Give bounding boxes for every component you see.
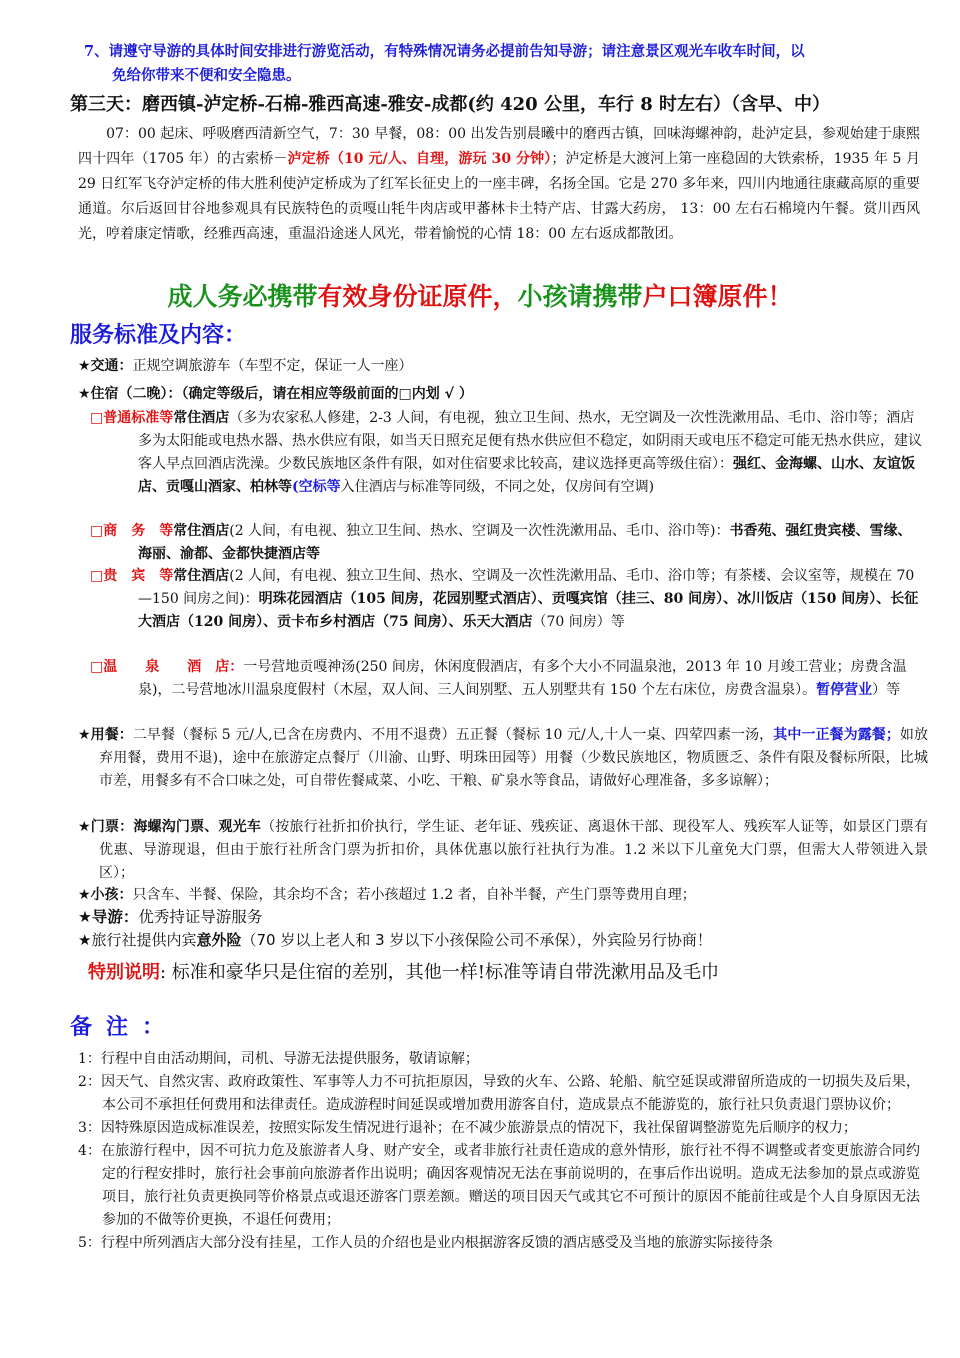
special-note-label: 特别说明 xyxy=(88,962,160,983)
banner-part-3: 小孩请携带 xyxy=(517,282,643,311)
child-key: ★小孩： xyxy=(78,887,133,903)
notice-line-1: 7、请遵守导游的具体时间安排进行游览活动，有特殊情况请务必提前告知导游；请注意景区观光车收车时间，以 xyxy=(84,43,805,60)
hotel-business-checkbox[interactable]: □商 务 等 xyxy=(90,523,174,539)
service-traffic xyxy=(78,355,928,378)
insurance-part-b: （70 岁以上老人和 3 岁以下小孩保险公司不承保），外宾险另行协商！ xyxy=(241,931,712,949)
hotel-standard-suffix: 常住酒店 xyxy=(173,410,230,426)
hotel-standard-ac-desc: 入住酒店与标准等同级，不同之处，仅房间有空调) xyxy=(340,479,655,495)
hotel-standard xyxy=(90,407,922,499)
remark-item-2: 2：因天气、自然灾害、政府政策性、军事等人力不可抗拒原因，导致的火车、公路、轮船、航空延误或滞留所造成的一切损失及后果，本公司不承担任何费用和法律责任。造成游程时间延误或增加费用游客自付，造成景点不能游览的，旅行社只负责退门票协议价； xyxy=(78,1074,920,1113)
meal-outdoor-note: 其中一正餐为露餐； xyxy=(773,727,900,743)
banner-part-1: 成人务必携带 xyxy=(167,282,318,311)
hotel-business xyxy=(90,520,922,566)
meal-desc-b: 如放弃用餐，费用不退)，途中在旅游定点餐厅（川渝、山野、明珠田园等）用餐（少数民族地区，物质匮乏、条件有限及餐标所限，比城市差，用餐多有不合口味之处，可自带佐餐咸菜、小吃、干粮、矿泉水等食品，请做好心理准备，多多谅解）； xyxy=(99,727,929,789)
hotel-business-suffix: 常住酒店 xyxy=(173,523,230,539)
hotel-standard-ac-note: (空标等 xyxy=(292,479,341,495)
day3-title: 第三天：磨西镇-泸定桥-石棉-雅西高速-雅安-成都(约 420 公里，车行 8 时左右）（含早、中） xyxy=(70,94,831,115)
ticket-items: 海螺沟门票、观光车 xyxy=(133,819,262,835)
ticket-key: ★门票： xyxy=(78,819,134,835)
insurance-key: 意外险 xyxy=(196,931,242,949)
day3-body xyxy=(78,122,920,247)
hotel-vip-checkbox[interactable]: □贵 宾 等 xyxy=(90,568,174,584)
traffic-value: 正规空调旅游车（车型不定，保证一人一座） xyxy=(132,358,413,374)
guide-value: 优秀持证导游服务 xyxy=(138,908,263,926)
meal-key: ★用餐： xyxy=(78,727,133,743)
hotel-hotspring-desc: 一号营地贡嘎神汤(250 间房，休闲度假酒店，有多个大小不同温泉池，2013 年 10 月竣工营业；房费含温泉)，二号营地冰川温泉度假村（木屋，双人间、三人间别墅、五人别墅共有 150 个左右床位，房费含温泉）。 xyxy=(138,659,907,698)
hotel-standard-desc: （多为农家私人修建，2-3 人间，有电视，独立卫生间、热水，无空调及一次性洗漱用品、毛巾、浴巾等；酒店多为太阳能或电热水器、热水供应有限，如当天日照充足便有热水供应但不稳定，如阴雨天或电压不稳定可能无热水供应，建议客人早点回酒店洗澡。少数民族地区条件有限，如对住宿要求比较高，建议选择更高等级住宿）： xyxy=(138,410,922,472)
hotel-standard-list: 强红、金海螺、山水、友谊饭店、贡嘎山酒家、柏林等 xyxy=(138,456,915,495)
traffic-key: ★交通： xyxy=(78,358,133,374)
hotel-business-desc: (2 人间，有电视、独立卫生间、热水、空调及一次性洗漱用品、毛巾、浴巾等)： xyxy=(229,523,730,539)
ticket-desc: （按旅行社折扣价执行，学生证、老年证、残疾证、离退休干部、现役军人、残疾军人证等，如景区门票有优惠、导游现退，但由于旅行社所含门票为折扣价，具体优惠以旅行社执行为准。1.2 米以下儿童免大门票，但需大人带领进入景区）； xyxy=(99,819,928,881)
hotel-hotspring-suspended: 暂停营业 xyxy=(816,682,873,698)
hotel-hotspring-tail: ）等 xyxy=(872,682,901,698)
meal-desc-a: 二早餐（餐标 5 元/人,已含在房费内、不用不退费）五正餐（餐标 10 元/人,十人一桌、四荤四素一汤， xyxy=(132,727,774,743)
hotel-hotspring xyxy=(90,656,922,702)
banner-part-5: ！ xyxy=(767,282,793,311)
service-child xyxy=(78,884,928,907)
lodging-key: ★住宿（二晚）：（确定等级后，请在相应等级前面的□内划 √ ） xyxy=(78,386,473,402)
banner-part-4: 户口簿原件 xyxy=(642,282,768,311)
service-section-title: 服务标准及内容： xyxy=(70,323,247,348)
service-lodging xyxy=(78,383,928,406)
hotel-vip-tail: （70 间房）等 xyxy=(532,614,625,630)
notice-item-7 xyxy=(84,40,930,88)
child-value: 只含车、半餐、保险，其余均不含；若小孩超过 1.2 者，自补半餐，产生门票等费用自理； xyxy=(132,887,696,903)
hotel-hotspring-checkbox[interactable]: □温 泉 酒 店： xyxy=(90,659,244,675)
hotel-business-list: 书香苑、强红贵宾楼、雪缘、海丽、渝都、金都快捷酒店等 xyxy=(138,523,912,562)
remarks-list xyxy=(78,1048,920,1255)
remark-item-4: 4：在旅游行程中，因不可抗力危及旅游者人身、财产安全，或者非旅行社责任造成的意外情形，旅行社不得不调整或者变更旅游合同约定的行程安排时，旅行社会事前向旅游者作出说明；确因客观情况无法在事前说明的，在事后作出说明。造成无法参加的景点或游览项目，旅行社负责更换同等价格景点或退还游客门票差额。赠送的项目因天气或其它不可预计的原因不能前往或是个人自身原因无法参加的不做等价更换，不退任何费用； xyxy=(78,1143,920,1228)
day3-body-part-b: ；泸定桥是大渡河上第一座稳固的大铁索桥，1935 年 5 月 29 日红军飞夺泸定桥的伟大胜利使泸定桥成为了红军长征史上的一座丰碑，名扬全国。它是 270 多年来，四川内地通往康藏高原的重要通道。尔后返回甘谷地参观具有民族特色的贡嘎山牦牛肉店或甲蕃林卡土特产店、甘露大药房， 13：00 左右石棉境内午餐。赏川西风光，哼着康定情歌，经雅西高速，重温沿途迷人风光，带着愉悦的心情 18：00 左右返成都散团。 xyxy=(78,151,920,242)
service-insurance xyxy=(78,929,928,952)
banner-part-2: 有效身份证原件， xyxy=(317,282,518,311)
remark-item-5: 5：行程中所列酒店大部分没有挂星，工作人员的介绍也是业内根据游客反馈的酒店感受及当地的旅游实际接待条 xyxy=(78,1235,773,1251)
luding-bridge-price: 泸定桥（10 元/人、自理，游玩 30 分钟） xyxy=(287,151,552,167)
service-tickets xyxy=(78,816,928,885)
service-meals xyxy=(78,724,928,793)
guide-key: ★导游： xyxy=(78,908,139,926)
hotel-vip xyxy=(90,565,922,634)
day3-body-part-a: 07：00 起床、呼吸磨西清新空气，7：30 早餐，08：00 出发告别晨曦中的磨西古镇，回味海螺神韵，赴泸定县，参观始建于康熙四十四年（1705 年）的古索桥－ xyxy=(78,126,920,167)
service-guide xyxy=(78,906,928,929)
remarks-title: 备注： xyxy=(70,1015,179,1040)
remark-item-3: 3：因特殊原因造成标准误差，按照实际发生情况进行退补；在不减少旅游景点的情况下，我社保留调整游览先后顺序的权力； xyxy=(78,1120,857,1136)
hotel-standard-checkbox[interactable]: □普通标准等 xyxy=(90,410,174,426)
hotel-vip-desc: (2 人间，有电视、独立卫生间、热水、空调及一次性洗漱用品、毛巾、浴巾等；有茶楼、会议室等，规模在 70—150 间房之间)： xyxy=(138,568,915,607)
special-note xyxy=(88,958,928,988)
insurance-part-a: ★旅行社提供内宾 xyxy=(78,931,197,949)
id-reminder-banner xyxy=(0,280,960,314)
hotel-vip-suffix: 常住酒店 xyxy=(173,568,230,584)
special-note-text: : 标准和豪华只是住宿的差别，其他一样!标准等请自带洗漱用品及毛巾 xyxy=(160,962,720,983)
hotel-vip-list: 明珠花园酒店（105 间房，花园别墅式酒店）、贡嘎宾馆（挂三、80 间房）、冰川饭店（150 间房）、长征大酒店（120 间房）、贡卡布乡村酒店（75 间房）、乐天大酒店 xyxy=(138,591,919,630)
remark-item-1: 1：行程中自由活动期间，司机、导游无法提供服务，敬请谅解； xyxy=(78,1051,479,1067)
notice-line-2: 免给你带来不便和安全隐患。 xyxy=(112,67,301,84)
